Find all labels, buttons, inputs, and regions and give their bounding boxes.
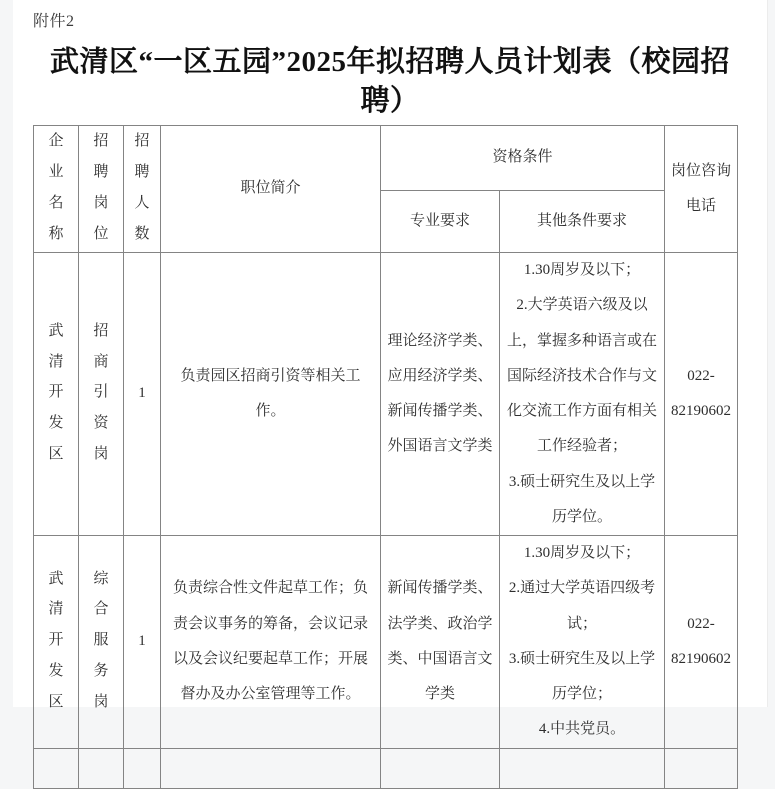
header-headcount-label: 招聘人数 [134,133,150,242]
phone-cell [665,748,738,788]
other-req-cell [500,748,665,788]
phone-cell: 022-82190602 [665,536,738,749]
other-req-cell [500,536,665,749]
other-req-item: 1.30周岁及以下； [523,262,641,278]
company-cell [34,253,79,536]
position-name: 综合服务岗 [93,570,109,710]
document-page [13,0,768,738]
other-req-item: 4.中共党员。 [538,721,626,738]
major-req-cell: 理论经济学类、应用经济学类、新闻传播学类、外国语言文学类 [381,253,500,536]
header-major-req: 专业要求 [381,191,500,253]
position-cell [79,748,124,788]
other-req-item: 2.大学英语六级及以上，掌握多种语言或在国际经济技术合作与文化交流工作方面有相关工作经验者； [507,297,658,455]
job-intro-cell: 负责园区招商引资等相关工作。 [161,253,381,536]
header-qualifications: 资格条件 [381,126,665,191]
recruitment-plan-table [33,125,738,789]
other-req-item: 3.硕士研究生及以上学历学位。 [508,473,656,525]
position-cell [79,253,124,536]
position-cell [79,536,124,749]
job-intro-cell [161,748,381,788]
header-other-req: 其他条件要求 [500,191,665,253]
headcount-cell [124,748,161,788]
company-cell [34,536,79,749]
header-company [34,126,79,253]
attachment-label: 附件2 [33,13,75,30]
header-position-label: 招聘岗位 [93,133,109,242]
header-headcount [124,126,161,253]
major-req-cell [381,748,500,788]
phone-cell: 022-82190602 [665,253,738,536]
header-company-label: 企业名称 [48,133,64,242]
other-req-cell [500,253,665,536]
company-name: 武清开发区 [48,322,64,462]
job-intro-cell: 负责综合性文件起草工作；负责会议事务的筹备，会议记录以及会议纪要起草工作；开展督办及办公室管理等工作。 [161,536,381,749]
table-row [34,253,738,536]
table-row-partial [34,748,738,788]
header-position [79,126,124,253]
headcount-cell: 1 [124,253,161,536]
company-cell [34,748,79,788]
major-req-cell: 新闻传播学类、法学类、政治学类、中国语言文学类 [381,536,500,749]
table-row [34,536,738,749]
position-name: 招商引资岗 [93,322,109,462]
other-req-item: 2.通过大学英语四级考试； [508,580,656,632]
other-req-item: 1.30周岁及以下； [523,545,641,561]
header-row-1 [34,126,738,191]
header-job-intro: 职位简介 [161,126,381,253]
header-phone: 岗位咨询电话 [665,126,738,253]
other-req-item: 3.硕士研究生及以上学历学位； [508,650,656,702]
headcount-cell: 1 [124,536,161,749]
company-name: 武清开发区 [48,570,64,710]
page-title: 武清区“一区五园”2025年拟招聘人员计划表（校园招聘） [49,46,730,117]
